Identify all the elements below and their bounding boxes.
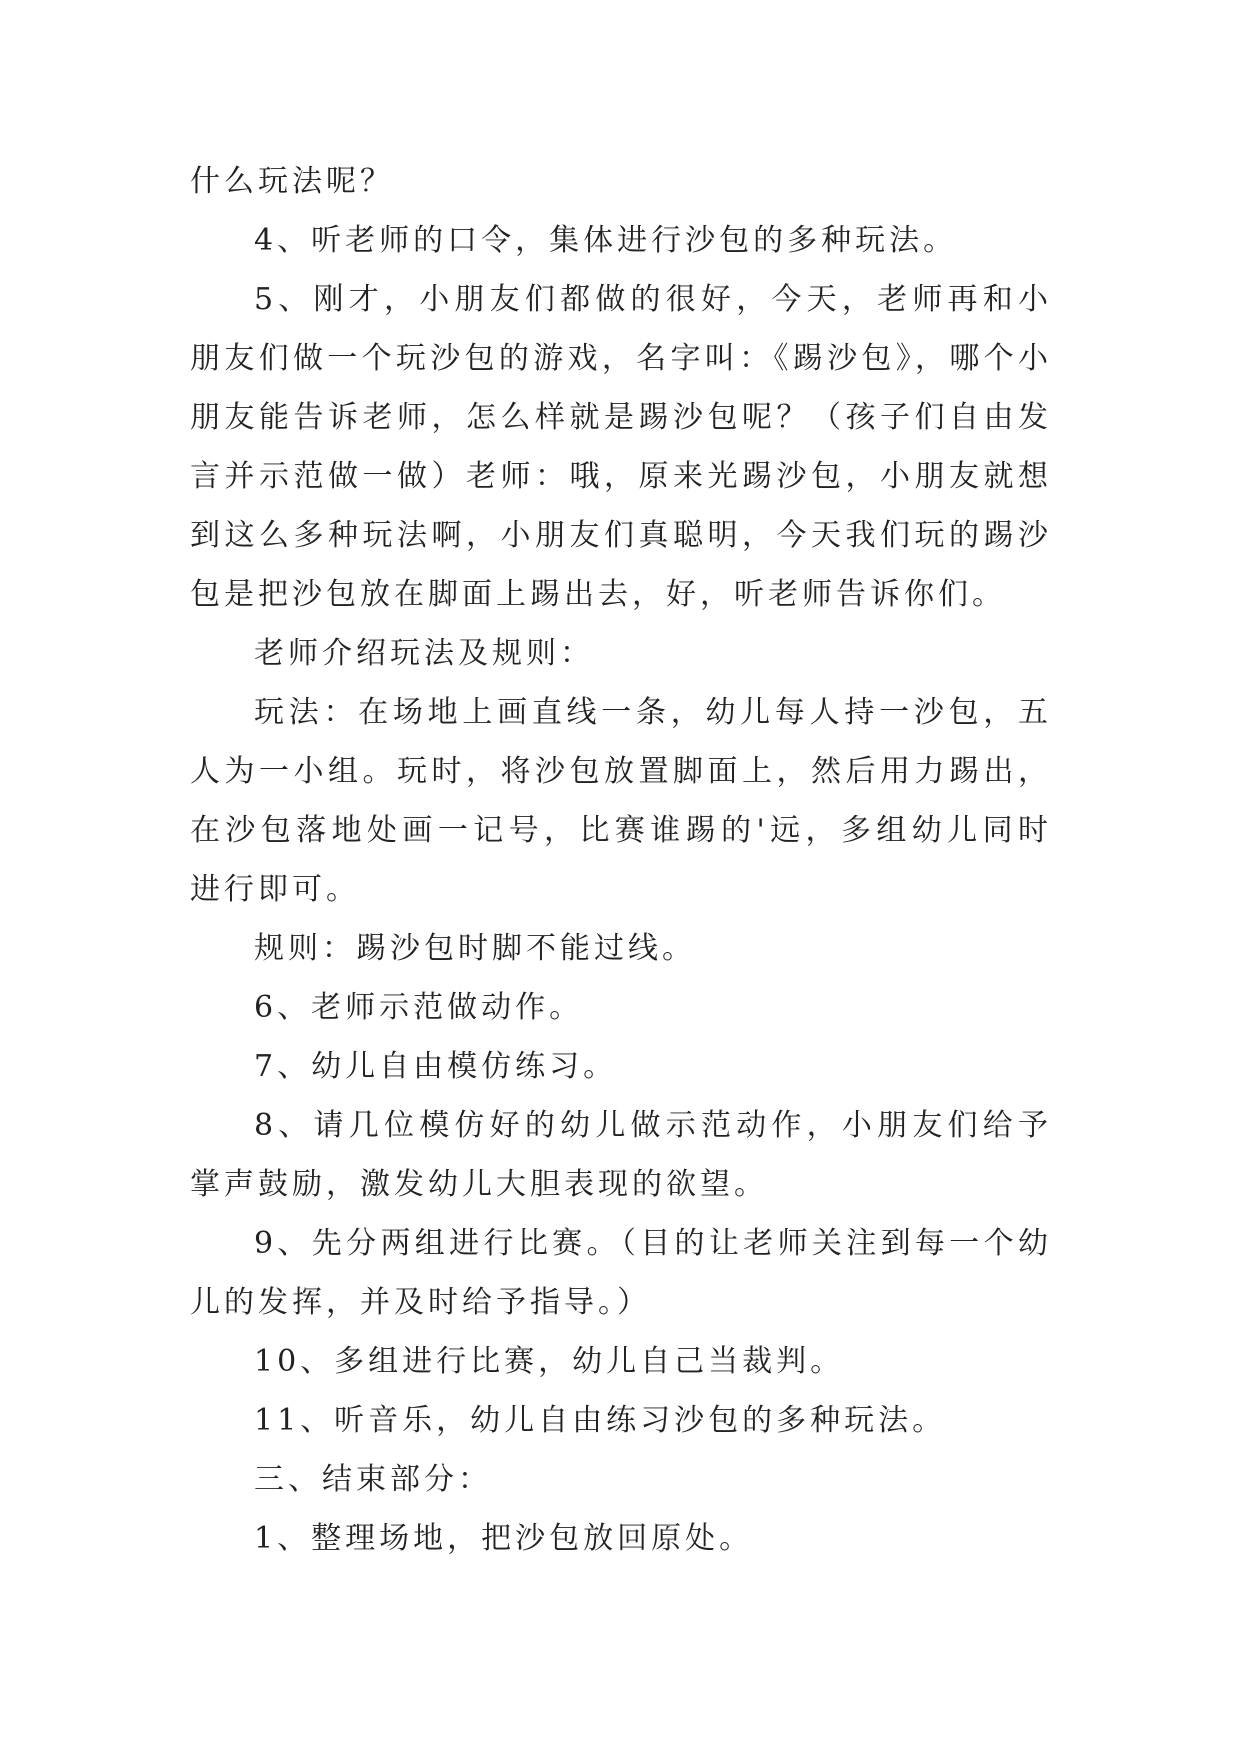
paragraph-step-10: 10、多组进行比赛，幼儿自己当裁判。 bbox=[254, 1344, 845, 1379]
paragraph-step-7: 7、幼儿自由模仿练习。 bbox=[254, 1049, 618, 1084]
section-heading-ending: 三、结束部分： bbox=[254, 1462, 492, 1497]
paragraph-gameplay: 玩法：在场地上画直线一条，幼儿每人持一沙包，五人为一小组。玩时，将沙包放置脚面上，然后用力踢出，在沙包落地处画一记号，比赛谁踢的'远，多组幼儿同时进行即可。 bbox=[190, 695, 1052, 907]
paragraph-ending-step-1: 1、整理场地，把沙包放回原处。 bbox=[254, 1521, 754, 1556]
paragraph-step-6: 6、老师示范做动作。 bbox=[254, 990, 584, 1025]
paragraph-rules-intro: 老师介绍玩法及规则： bbox=[254, 636, 594, 671]
paragraph-step-9: 9、先分两组进行比赛。（目的让老师关注到每一个幼儿的发挥，并及时给予指导。） bbox=[190, 1226, 1052, 1320]
paragraph-continuation: 什么玩法呢？ bbox=[190, 164, 394, 199]
paragraph-step-5: 5、刚才，小朋友们都做的很好，今天，老师再和小朋友们做一个玩沙包的游戏，名字叫：《踢沙包》，哪个小朋友能告诉老师，怎么样就是踢沙包呢？（孩子们自由发言并示范做一做）老师：哦，原来光踢沙包，小朋友就想到这么多种玩法啊，小朋友们真聪明，今天我们玩的踢沙包是把沙包放在脚面上踢出去，好，听老师告诉你们。 bbox=[190, 282, 1052, 612]
paragraph-step-8: 8、请几位模仿好的幼儿做示范动作，小朋友们给予掌声鼓励，激发幼儿大胆表现的欲望。 bbox=[190, 1108, 1052, 1202]
document-body bbox=[190, 152, 1052, 1568]
paragraph-step-11: 11、听音乐，幼儿自由练习沙包的多种玩法。 bbox=[254, 1403, 947, 1438]
paragraph-step-4: 4、听老师的口令，集体进行沙包的多种玩法。 bbox=[254, 223, 958, 258]
paragraph-rule: 规则：踢沙包时脚不能过线。 bbox=[254, 931, 696, 966]
